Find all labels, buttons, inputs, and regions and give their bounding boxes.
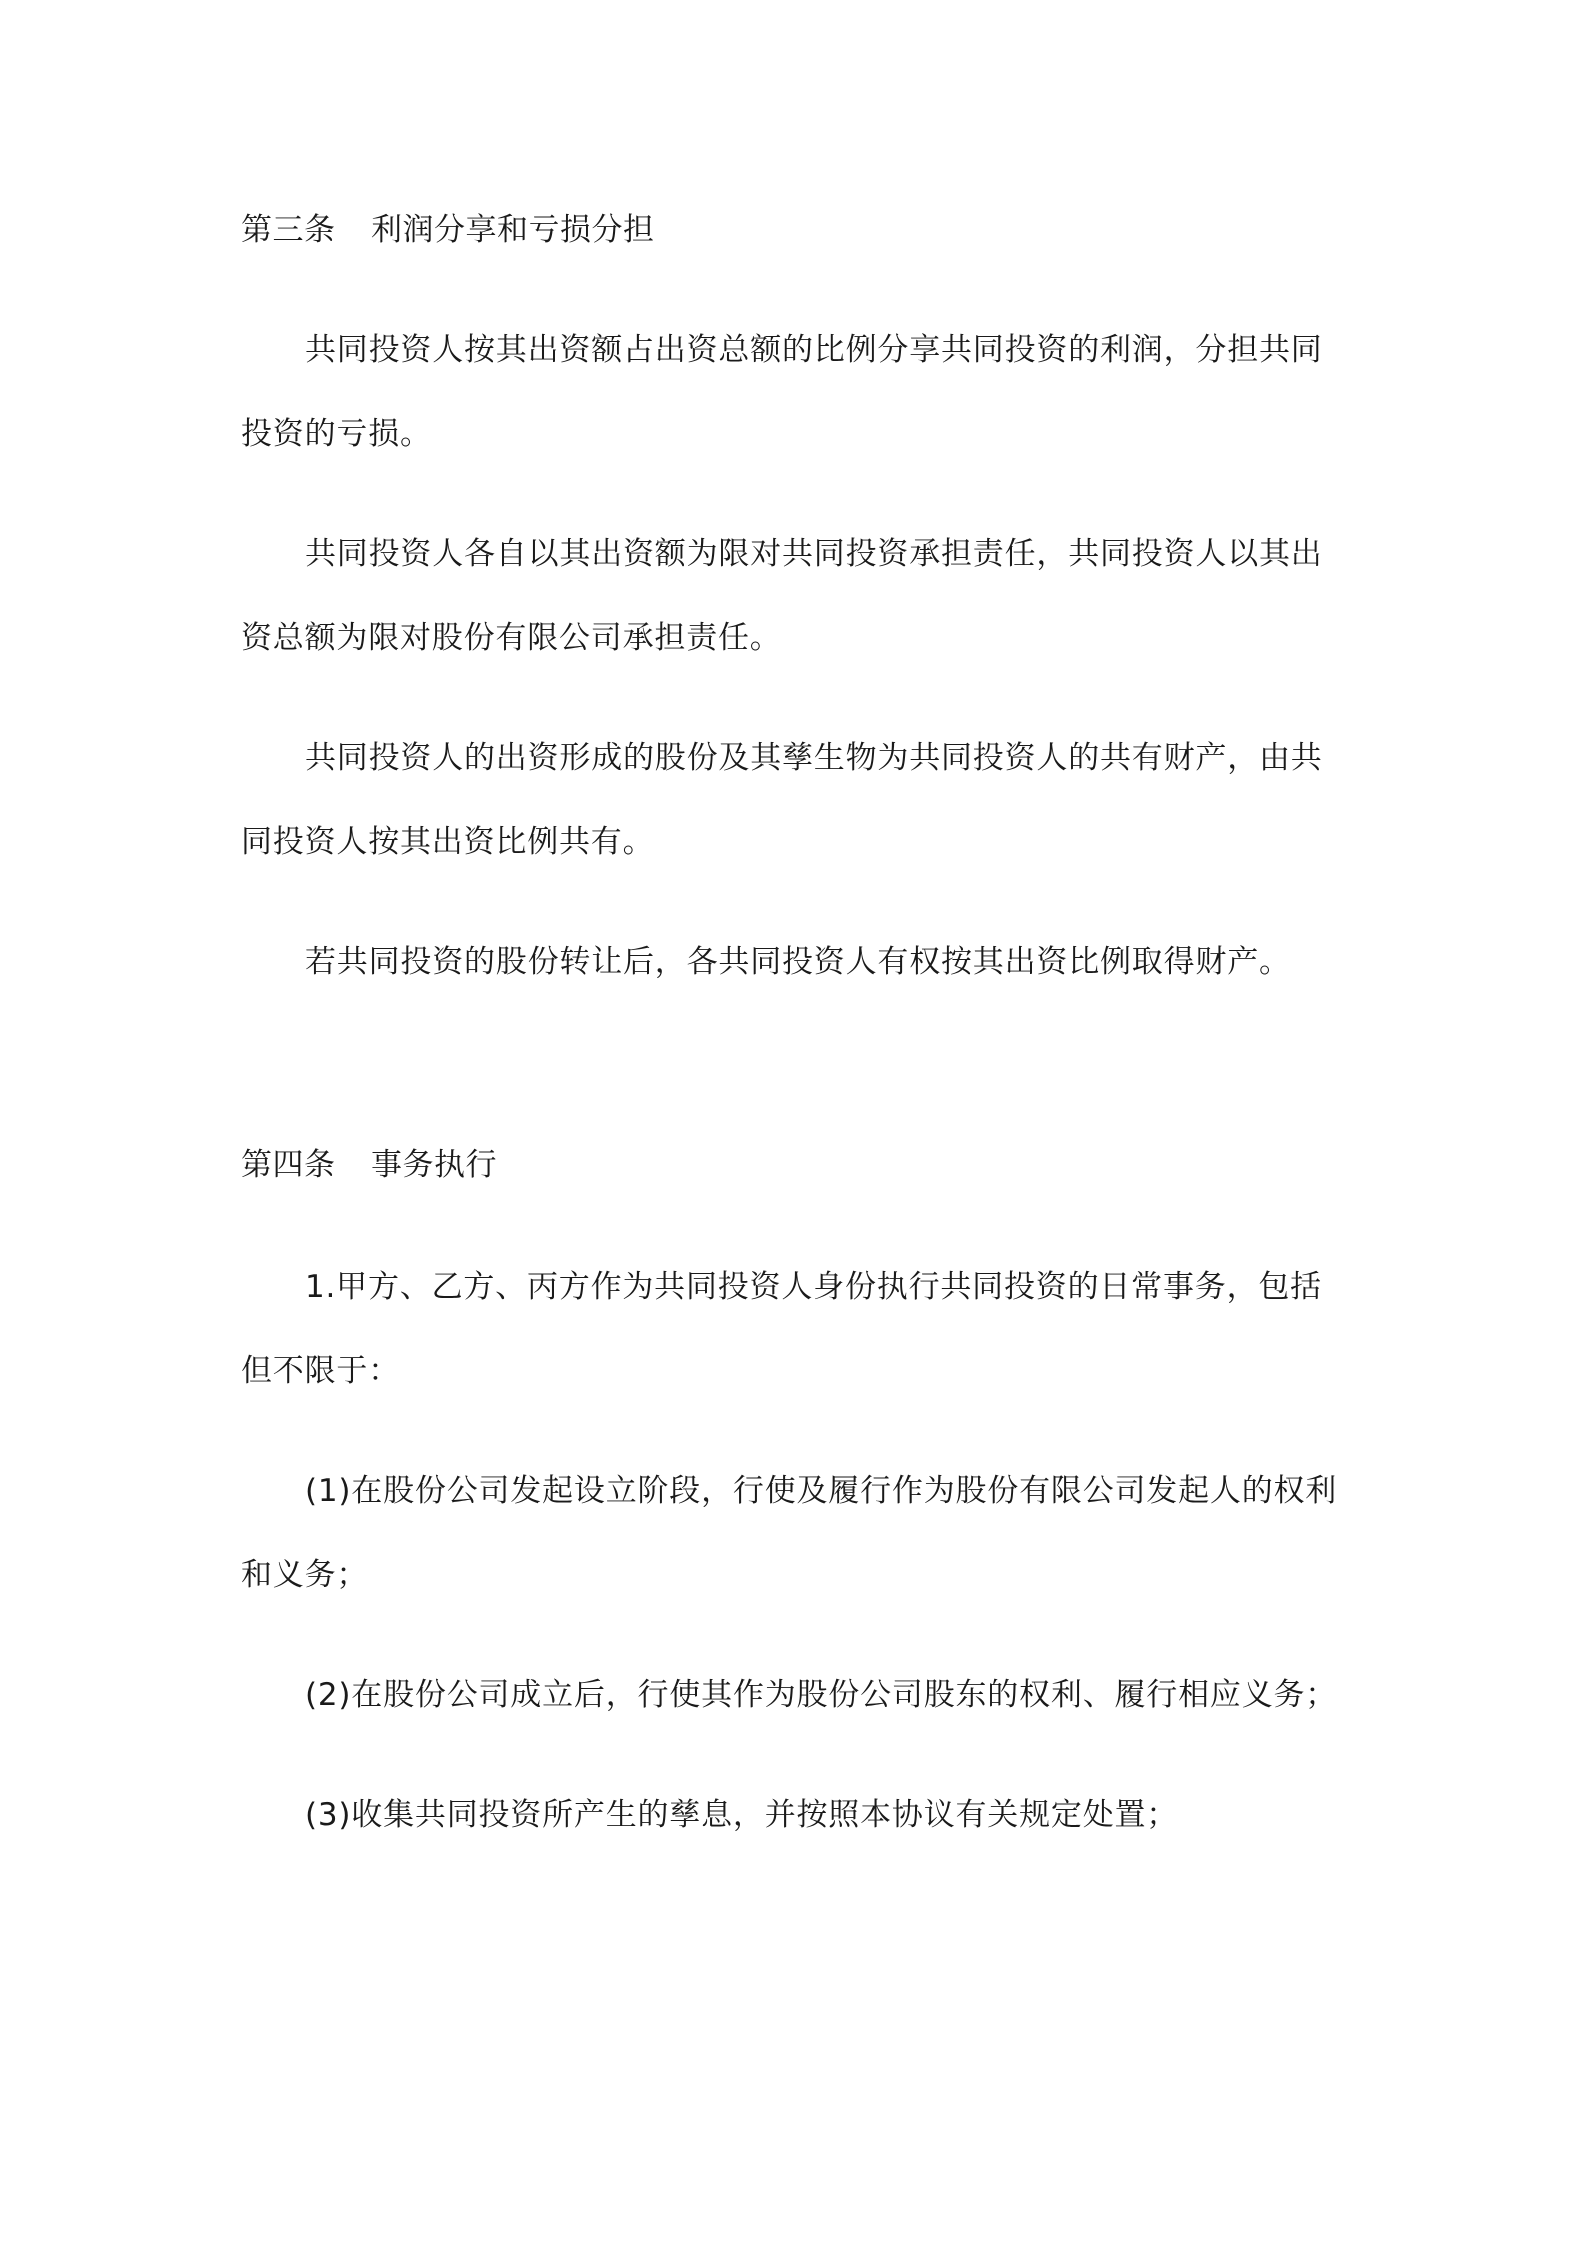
section-4-item-2: (2)在股份公司成立后，行使其作为股份公司股东的权利、履行相应义务； (305, 1677, 1338, 1713)
section-4-number: 第四条 (241, 1147, 336, 1183)
section-3-paragraph-2: 共同投资人各自以其出资额为限对共同投资承担责任，共同投资人以其出资总额为限对股份有限公司承担责任。 (241, 536, 1323, 656)
section-4-item-3: (3)收集共同投资所产生的孳息，并按照本协议有关规定处置； (305, 1797, 1179, 1833)
section-4-heading (241, 1145, 497, 1185)
section-4-item-1: (1)在股份公司发起设立阶段，行使及履行作为股份有限公司发起人的权利和义务； (241, 1473, 1338, 1593)
section-3-number: 第三条 (241, 212, 336, 248)
section-4-title: 事务执行 (371, 1147, 497, 1183)
section-3-title: 利润分享和亏损分担 (371, 212, 655, 248)
section-3-paragraph-3: 共同投资人的出资形成的股份及其孳生物为共同投资人的共有财产，由共同投资人按其出资比例共有。 (241, 740, 1323, 860)
section-3-paragraph-4: 若共同投资的股份转让后，各共同投资人有权按其出资比例取得财产。 (305, 944, 1291, 980)
section-3-paragraph-1: 共同投资人按其出资额占出资总额的比例分享共同投资的利润，分担共同投资的亏损。 (241, 332, 1323, 452)
section-3-heading (241, 210, 655, 250)
section-4-paragraph-1: 1.甲方、乙方、丙方作为共同投资人身份执行共同投资的日常事务，包括但不限于： (241, 1269, 1322, 1389)
